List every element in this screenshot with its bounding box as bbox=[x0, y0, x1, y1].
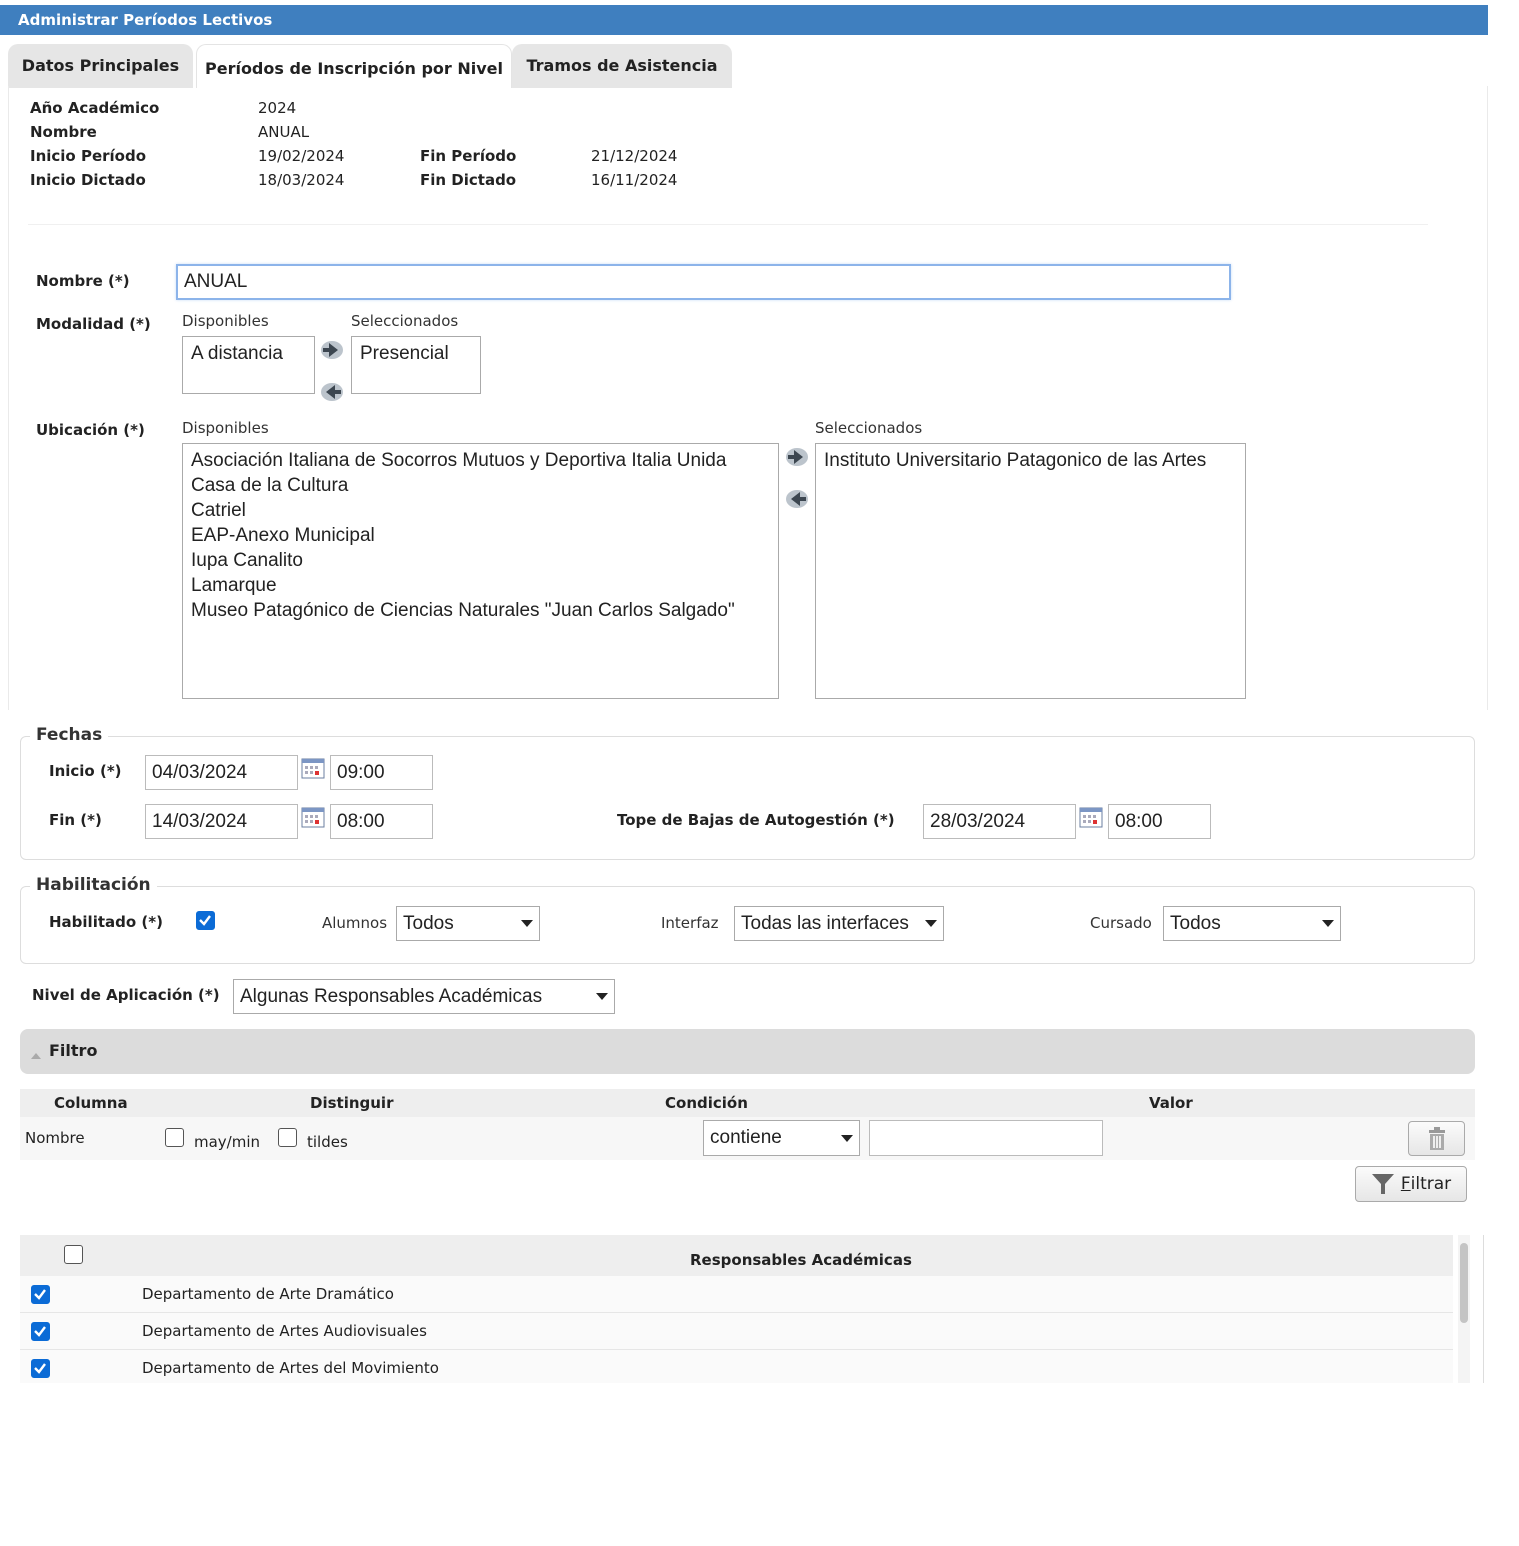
fin-dictado-label: Fin Dictado bbox=[420, 171, 517, 189]
tildes-label: tildes bbox=[307, 1133, 348, 1151]
alumnos-label: Alumnos bbox=[322, 914, 388, 932]
list-item[interactable]: Lamarque bbox=[191, 575, 277, 596]
ubicacion-disponibles-label: Disponibles bbox=[182, 419, 269, 437]
window-title: Administrar Períodos Lectivos bbox=[0, 5, 1488, 35]
inicio-date-input[interactable] bbox=[145, 755, 298, 790]
habilitacion-legend: Habilitación bbox=[30, 875, 157, 895]
interfaz-label: Interfaz bbox=[661, 914, 719, 932]
modalidad-seleccionados-list[interactable] bbox=[351, 336, 481, 394]
col-condicion: Condición bbox=[665, 1094, 748, 1112]
inicio-label: Inicio (*) bbox=[49, 762, 122, 780]
table-row[interactable] bbox=[20, 1313, 1453, 1350]
calendar-icon[interactable] bbox=[1079, 806, 1103, 832]
row-checkbox[interactable] bbox=[31, 1359, 50, 1378]
condicion-value: contiene bbox=[710, 1127, 782, 1148]
list-item[interactable]: Presencial bbox=[360, 343, 449, 364]
ubicacion-seleccionados-label: Seleccionados bbox=[815, 419, 923, 437]
inicio-dictado-value: 18/03/2024 bbox=[258, 171, 345, 189]
col-valor: Valor bbox=[1149, 1094, 1193, 1112]
blank-area bbox=[0, 1383, 1519, 1546]
list-item[interactable]: Museo Patagónico de Ciencias Naturales "Juan Carlos Salgado" bbox=[191, 600, 735, 621]
inicio-periodo-value: 19/02/2024 bbox=[258, 147, 345, 165]
chevron-down-icon bbox=[596, 993, 608, 1000]
chevron-down-icon bbox=[1322, 920, 1334, 927]
tab-datos-principales[interactable]: Datos Principales bbox=[8, 44, 193, 88]
collapse-icon[interactable] bbox=[31, 1046, 41, 1064]
list-item[interactable]: A distancia bbox=[191, 343, 283, 364]
col-columna: Columna bbox=[54, 1094, 128, 1112]
interfaz-value: Todas las interfaces bbox=[741, 912, 909, 934]
nivel-select[interactable] bbox=[233, 979, 615, 1014]
tab-periodos-inscripcion[interactable] bbox=[196, 44, 512, 88]
anio-value: 2024 bbox=[258, 99, 297, 117]
filtrar-button-accel: F bbox=[1400, 1174, 1411, 1194]
list-item[interactable]: Casa de la Cultura bbox=[191, 475, 349, 496]
condicion-select[interactable] bbox=[703, 1120, 860, 1156]
calendar-icon[interactable] bbox=[301, 757, 325, 783]
anio-label: Año Académico bbox=[30, 99, 160, 117]
row-label: Departamento de Arte Dramático bbox=[142, 1285, 394, 1303]
list-item[interactable]: Iupa Canalito bbox=[191, 550, 303, 571]
col-distinguir: Distinguir bbox=[310, 1094, 394, 1112]
fechas-legend: Fechas bbox=[30, 725, 108, 745]
chevron-down-icon bbox=[925, 920, 937, 927]
table-row[interactable] bbox=[20, 1276, 1453, 1313]
chevron-down-icon bbox=[521, 920, 533, 927]
list-item[interactable]: Catriel bbox=[191, 500, 246, 521]
cursado-select[interactable] bbox=[1163, 906, 1341, 941]
modalidad-disponibles-list[interactable] bbox=[182, 336, 315, 394]
trash-icon bbox=[1426, 1127, 1448, 1151]
inicio-periodo-label: Inicio Período bbox=[30, 147, 147, 165]
cursado-label: Cursado bbox=[1090, 914, 1152, 932]
divider bbox=[28, 224, 1428, 225]
nombre-summary-label: Nombre bbox=[30, 123, 97, 141]
move-right-icon[interactable] bbox=[784, 445, 810, 473]
list-item[interactable]: Instituto Universitario Patagonico de las Artes bbox=[824, 450, 1207, 471]
responsables-title: Responsables Académicas bbox=[690, 1251, 912, 1269]
inicio-time-input[interactable] bbox=[330, 755, 433, 790]
nivel-value: Algunas Responsables Académicas bbox=[240, 985, 543, 1007]
select-all-checkbox[interactable] bbox=[64, 1245, 83, 1264]
tildes-checkbox[interactable] bbox=[278, 1128, 297, 1147]
inicio-dictado-label: Inicio Dictado bbox=[30, 171, 146, 189]
list-item[interactable]: EAP-Anexo Municipal bbox=[191, 525, 375, 546]
list-item[interactable]: Asociación Italiana de Socorros Mutuos y Deportiva Italia Unida bbox=[191, 450, 727, 471]
maymin-checkbox[interactable] bbox=[165, 1128, 184, 1147]
tab-tramos-asistencia[interactable]: Tramos de Asistencia bbox=[512, 44, 732, 88]
panel-right-border bbox=[1483, 1235, 1484, 1383]
filtrar-button[interactable] bbox=[1355, 1166, 1467, 1202]
alumnos-select[interactable] bbox=[396, 906, 540, 941]
move-left-icon[interactable] bbox=[784, 487, 810, 515]
move-left-icon[interactable] bbox=[319, 380, 345, 408]
maymin-label: may/min bbox=[194, 1133, 261, 1151]
ubicacion-label: Ubicación (*) bbox=[36, 421, 145, 439]
filtro-columna-value: Nombre bbox=[25, 1129, 85, 1147]
fin-dictado-value: 16/11/2024 bbox=[591, 171, 678, 189]
tab-label: Períodos de Inscripción por Nivel bbox=[204, 59, 503, 78]
fin-periodo-value: 21/12/2024 bbox=[591, 147, 678, 165]
fin-periodo-label: Fin Período bbox=[420, 147, 517, 165]
alumnos-value: Todos bbox=[403, 912, 454, 934]
nombre-input[interactable] bbox=[176, 264, 1231, 300]
tope-date-input[interactable] bbox=[923, 804, 1076, 839]
filtro-title: Filtro bbox=[49, 1041, 98, 1060]
row-checkbox[interactable] bbox=[31, 1322, 50, 1341]
valor-input[interactable] bbox=[869, 1120, 1103, 1156]
tope-label: Tope de Bajas de Autogestión (*) bbox=[617, 811, 895, 829]
nombre-label: Nombre (*) bbox=[36, 272, 130, 290]
habilitado-label: Habilitado (*) bbox=[49, 913, 163, 931]
habilitado-checkbox[interactable] bbox=[196, 911, 215, 930]
fin-date-input[interactable] bbox=[145, 804, 298, 839]
modalidad-label: Modalidad (*) bbox=[36, 315, 151, 333]
fin-time-input[interactable] bbox=[330, 804, 433, 839]
filtrar-button-label: iltrar bbox=[1410, 1174, 1452, 1194]
row-label: Departamento de Artes del Movimiento bbox=[142, 1359, 439, 1377]
nivel-label: Nivel de Aplicación (*) bbox=[32, 986, 220, 1004]
interfaz-select[interactable] bbox=[734, 906, 944, 941]
delete-filter-button[interactable] bbox=[1408, 1121, 1465, 1156]
modalidad-seleccionados-label: Seleccionados bbox=[351, 312, 459, 330]
ubicacion-seleccionados-list[interactable] bbox=[815, 443, 1246, 699]
cursado-value: Todos bbox=[1170, 912, 1221, 934]
row-checkbox[interactable] bbox=[31, 1285, 50, 1304]
filtro-header[interactable] bbox=[20, 1029, 1475, 1074]
row-label: Departamento de Artes Audiovisuales bbox=[142, 1322, 427, 1340]
filter-icon bbox=[1371, 1172, 1395, 1196]
nombre-summary-value: ANUAL bbox=[258, 123, 310, 141]
tope-time-input[interactable] bbox=[1108, 804, 1211, 839]
table-row[interactable] bbox=[20, 1350, 1453, 1387]
chevron-down-icon bbox=[841, 1135, 853, 1142]
move-right-icon[interactable] bbox=[319, 338, 345, 366]
scrollbar-thumb[interactable] bbox=[1460, 1243, 1468, 1323]
ubicacion-disponibles-list[interactable] bbox=[182, 443, 779, 699]
fin-label: Fin (*) bbox=[49, 811, 102, 829]
calendar-icon[interactable] bbox=[301, 806, 325, 832]
modalidad-disponibles-label: Disponibles bbox=[182, 312, 269, 330]
